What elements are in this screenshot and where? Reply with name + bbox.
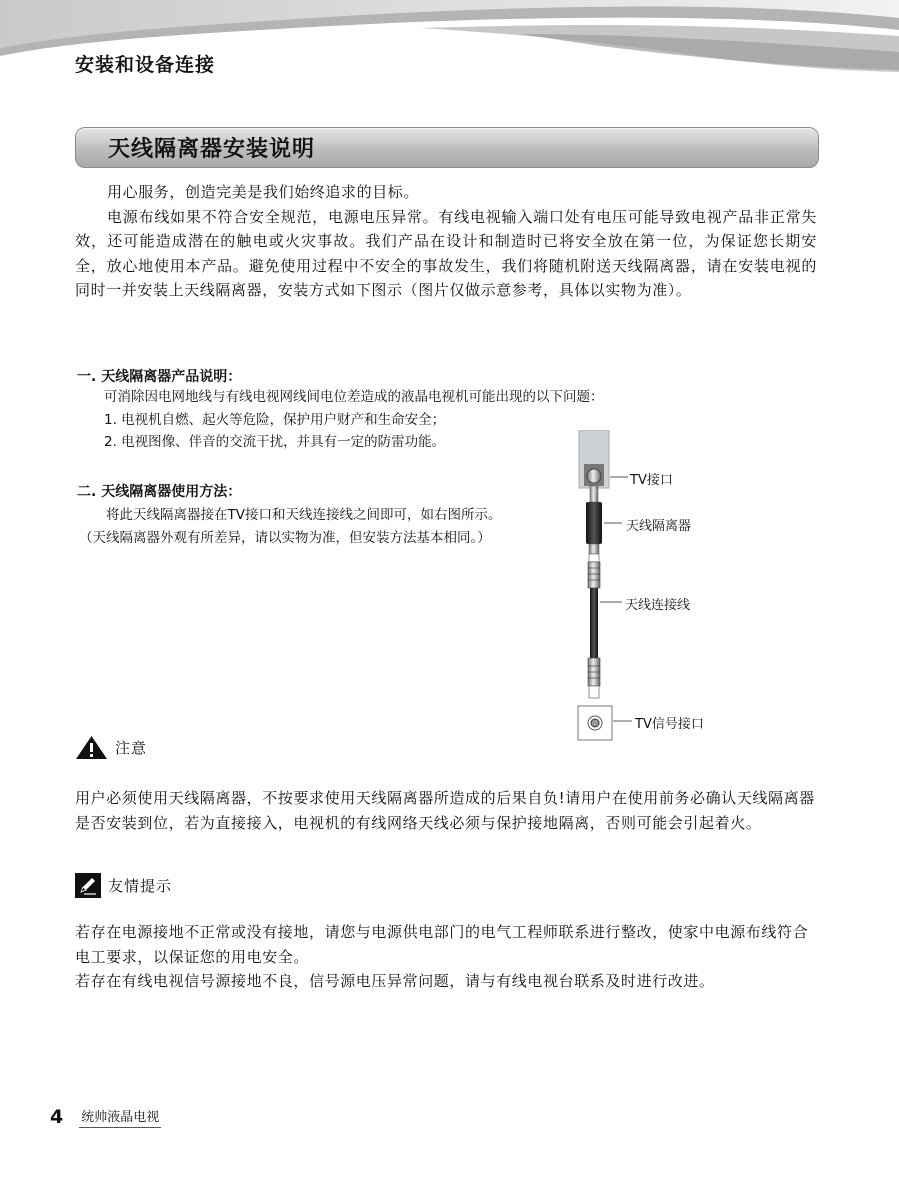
page-title: 天线隔离器安装说明 — [108, 137, 316, 162]
installation-diagram — [570, 430, 730, 749]
section2-heading: 二. 天线隔离器使用方法： — [77, 484, 242, 500]
section1-heading: 一. 天线隔离器产品说明： — [77, 369, 242, 385]
label-signal-port: TV信号接口 — [635, 717, 704, 732]
title-bar — [75, 127, 819, 168]
list-item: 1. 电视机自燃、起火等危险，保护用户财产和生命安全； — [104, 411, 446, 428]
section-header: 安装和设备连接 — [75, 54, 216, 76]
warning-icon — [75, 735, 108, 760]
intro-line: 用心服务，创造完美是我们始终追求的目标。 — [107, 183, 420, 201]
notice-label: 注意 — [115, 739, 148, 757]
page-footer — [50, 1106, 161, 1128]
notice-text: 用户必须使用天线隔离器，不按要求使用天线隔离器所造成的后果自负!请用户在使用前务必确认天线隔离器是否安装到位，若为直接接入，电视机的有线网络天线必须与保护接地隔离，否则可能会引起着火。 — [75, 789, 815, 832]
list-item: 2. 电视图像、伴音的交流干扰，并具有一定的防雷功能。 — [104, 434, 446, 450]
notice-heading — [75, 735, 147, 760]
intro-paragraph: 电源布线如果不符合安全规范，电源电压异常。有线电视输入端口处有电压可能导致电视产品非正常失效，还可能造成潜在的触电或火灾事故。我们产品在设计和制造时已将安全放在第一位，为保证您长期安全，放心地使用本产品。避免使用过程中不安全的事故发生，我们将随机附送天线隔离器，请在安装电视的同时一并安装上天线隔离器，安装方式如下图示（图片仅做示意参考，具体以实物为准）。 — [75, 207, 817, 299]
section1-list — [104, 386, 604, 454]
usage-line: 将此天线隔离器接在TV接口和天线连接线之间即可，如右图所示。 — [106, 507, 502, 523]
pencil-note-icon — [75, 873, 101, 898]
tip-paragraph: 若存在有线电视信号源接地不良，信号源电压异常问题，请与有线电视台联系及时进行改进。 — [75, 972, 715, 990]
tip-label: 友情提示 — [108, 877, 173, 895]
isolator-body — [586, 502, 602, 544]
notice-text-block — [75, 786, 817, 835]
tip-heading — [75, 873, 172, 898]
tip-text-block — [75, 920, 817, 994]
label-tv-port: TV接口 — [630, 473, 673, 488]
intro-paragraphs — [75, 180, 817, 303]
page-number: 4 — [50, 1106, 64, 1128]
antenna-cable — [590, 588, 598, 658]
label-isolator: 天线隔离器 — [626, 519, 692, 534]
tip-paragraph: 若存在电源接地不正常或没有接地，请您与电源供电部门的电气工程师联系进行整改，使家中电源布线符合电工要求，以保证您的用电安全。 — [75, 923, 809, 966]
usage-note: （天线隔离器外观有所差异，请以实物为准，但安装方法基本相同。） — [79, 530, 491, 546]
list-item: 可消除因电网地线与有线电视网线间电位差造成的液晶电视机可能出现的以下问题： — [104, 389, 604, 405]
label-cable: 天线连接线 — [625, 598, 691, 613]
footer-brand: 统帅液晶电视 — [79, 1106, 161, 1128]
